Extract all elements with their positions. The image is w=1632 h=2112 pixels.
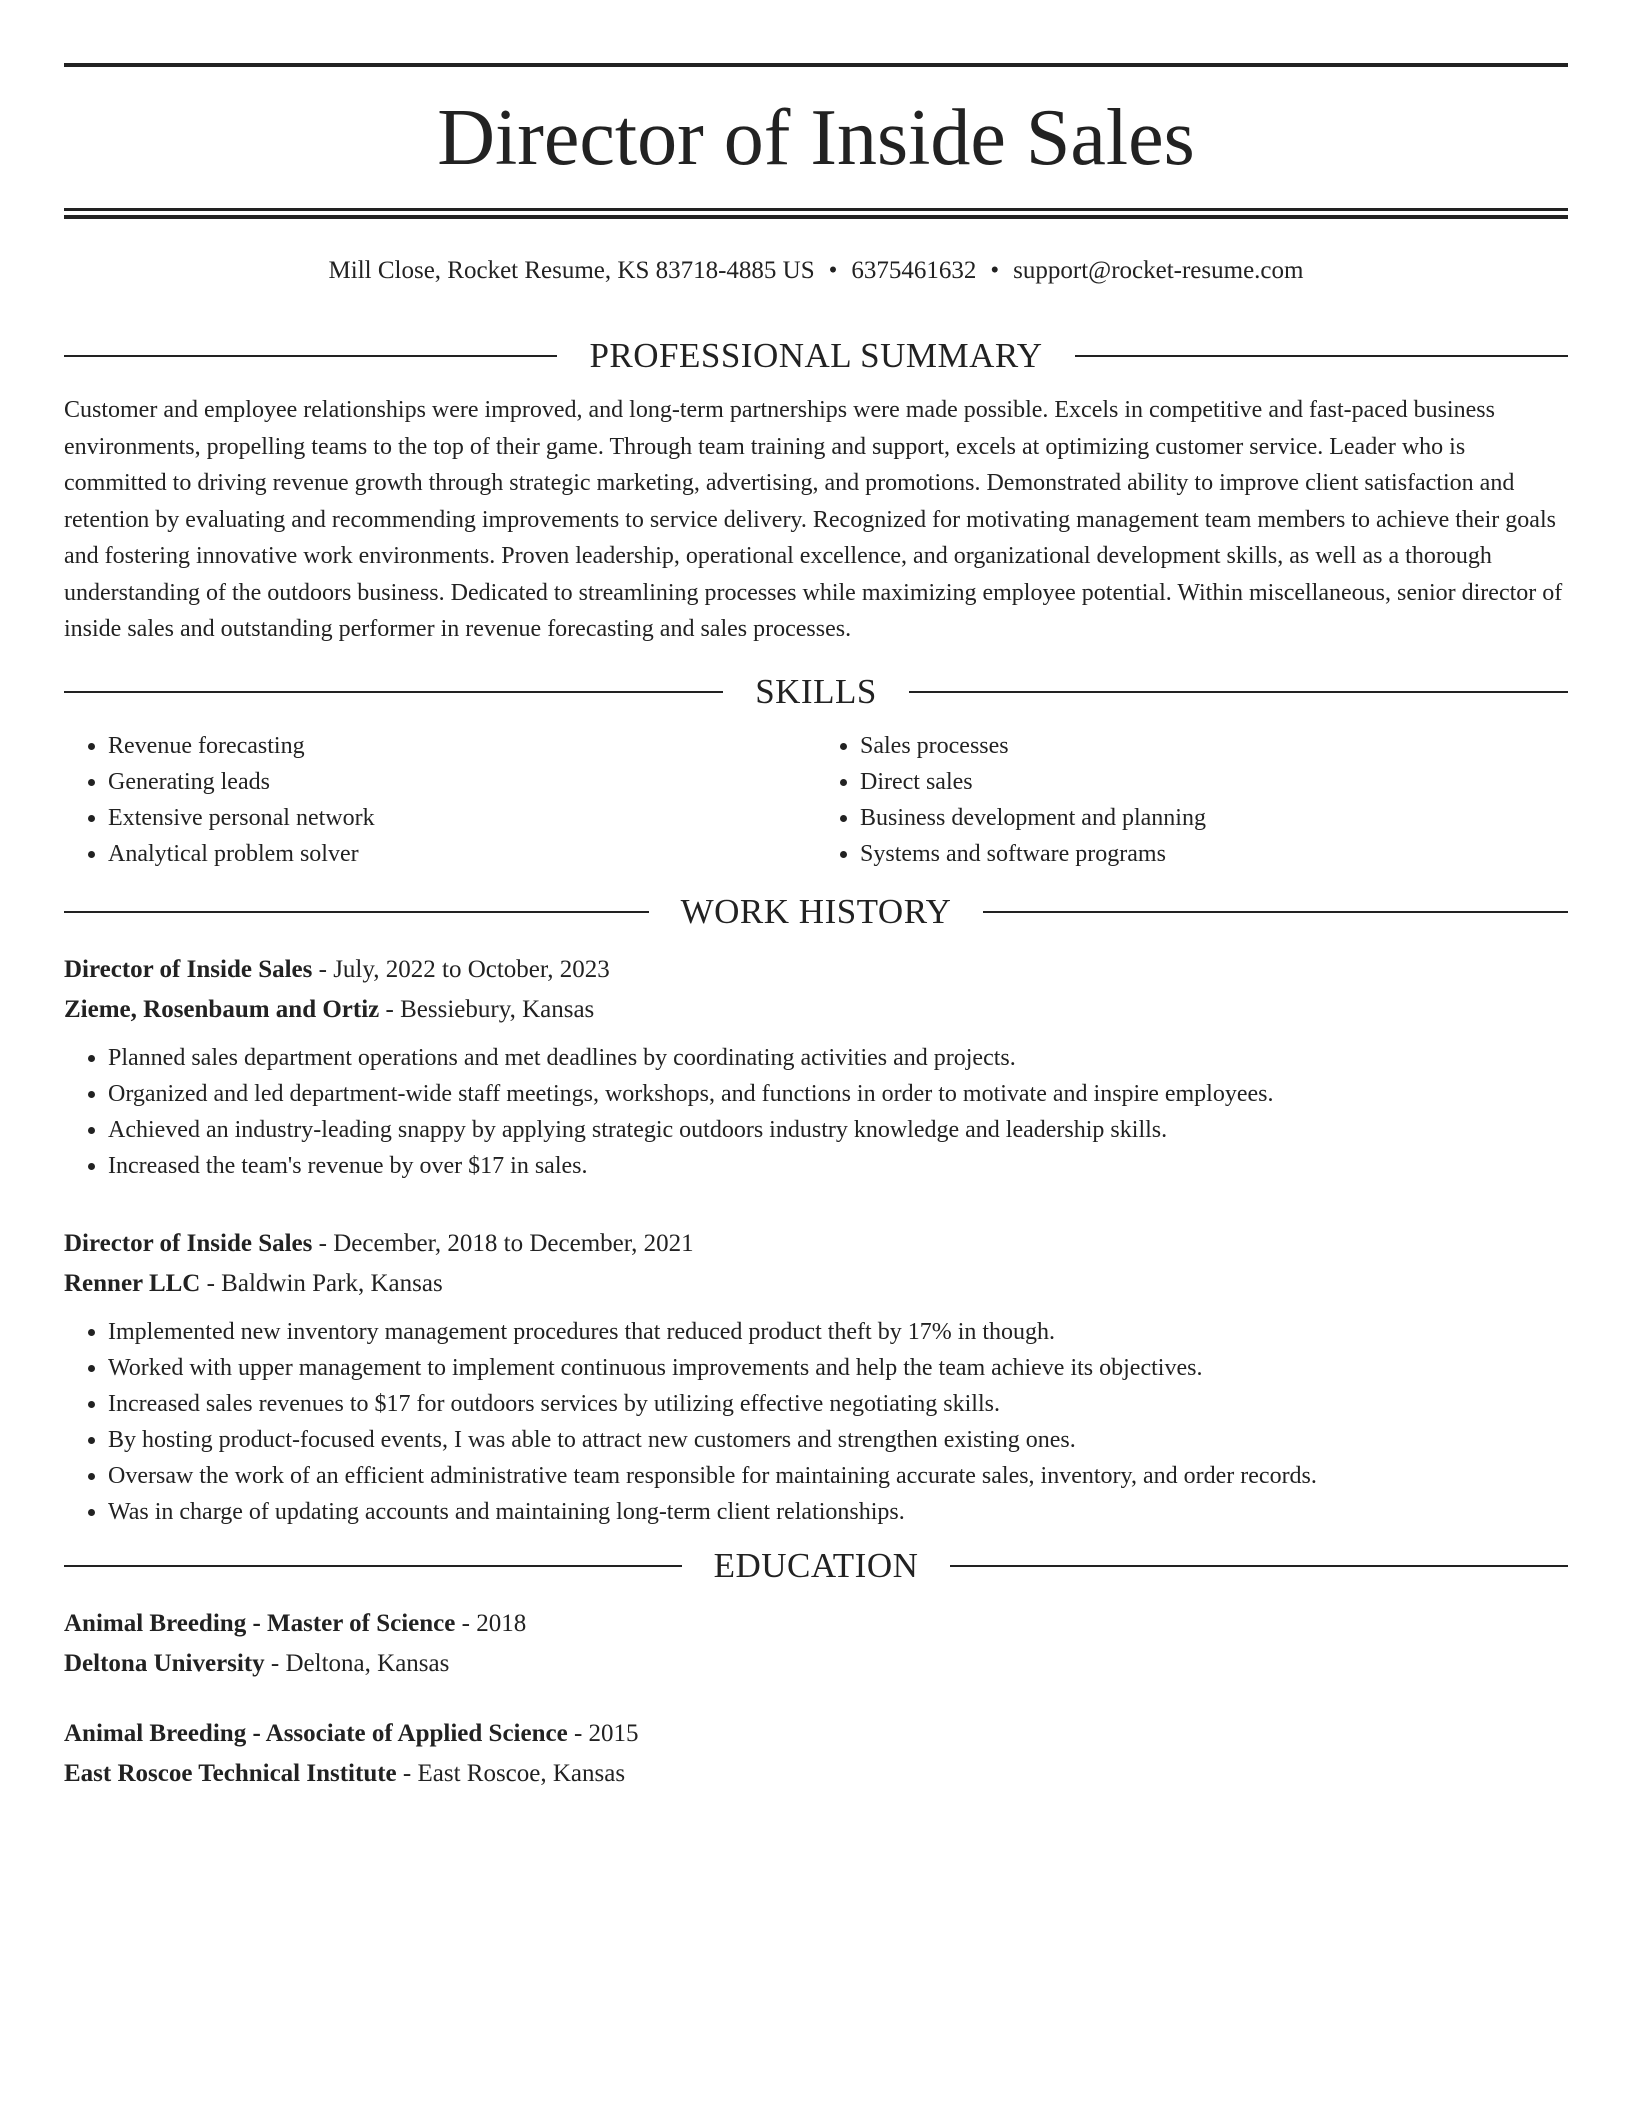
job-title: Director of Inside Sales: [64, 955, 313, 983]
job-entry: [64, 1224, 1568, 1530]
school: East Roscoe Technical Institute: [64, 1759, 397, 1787]
skill-item: • Business development and planning: [860, 800, 1568, 836]
summary-heading: [64, 330, 1568, 382]
skills-list: [64, 728, 1568, 872]
degree: Animal Breeding - Master of Science: [64, 1609, 456, 1637]
heading-rule: [64, 911, 649, 913]
skills-column-left: [64, 728, 816, 872]
school-line: [64, 1754, 1568, 1794]
job-title: Director of Inside Sales: [64, 1229, 313, 1257]
title-rule-lower: [64, 215, 1568, 219]
heading-rule: [1075, 355, 1568, 357]
work-heading-label: WORK HISTORY: [680, 891, 952, 931]
job-dates: - December, 2018 to December, 2021: [312, 1229, 694, 1257]
job-location: - Bessiebury, Kansas: [379, 995, 595, 1023]
education-entry: [64, 1604, 1568, 1684]
job-title-line: [64, 1224, 1568, 1264]
job-bullet: • Increased the team's revenue by over $17 in sales.: [108, 1148, 1568, 1184]
job-bullet: • Oversaw the work of an efficient administrative team responsible for maintaining accurate sales, inventory, and order records.: [108, 1458, 1568, 1494]
job-bullet: • Organized and led department-wide staff meetings, workshops, and functions in order to motivate and inspire employees.: [108, 1076, 1568, 1112]
education-entry: [64, 1714, 1568, 1794]
heading-rule: [983, 911, 1568, 913]
job-bullets: [64, 1040, 1568, 1184]
job-dates: - July, 2022 to October, 2023: [312, 955, 610, 983]
job-bullet: • Increased sales revenues to $17 for outdoors services by utilizing effective negotiating skills.: [108, 1386, 1568, 1422]
skill-item: • Direct sales: [860, 764, 1568, 800]
job-location: - Baldwin Park, Kansas: [200, 1269, 443, 1297]
school: Deltona University: [64, 1649, 265, 1677]
school-location: - Deltona, Kansas: [264, 1649, 450, 1677]
contact-separator: •: [828, 257, 838, 284]
skill-item: • Extensive personal network: [108, 800, 816, 836]
degree-year: - 2018: [455, 1609, 527, 1637]
skill-item: • Sales processes: [860, 728, 1568, 764]
skill-item: • Analytical problem solver: [108, 836, 816, 872]
contact-separator: •: [990, 257, 1000, 284]
contact-address: Mill Close, Rocket Resume, KS 83718-4885 US: [328, 257, 815, 284]
degree-line: [64, 1714, 1568, 1754]
school-location: - East Roscoe, Kansas: [396, 1759, 626, 1787]
job-bullet: • Was in charge of updating accounts and maintaining long-term client relationships.: [108, 1494, 1568, 1530]
job-bullet: • By hosting product-focused events, I was able to attract new customers and strengthen existing ones.: [108, 1422, 1568, 1458]
resume-content: [64, 330, 1568, 1794]
job-bullets: [64, 1314, 1568, 1530]
skills-column-right: [816, 728, 1568, 872]
section-spacer: [64, 1530, 1568, 1540]
education-heading-label: EDUCATION: [713, 1545, 919, 1585]
degree-year: - 2015: [567, 1719, 639, 1747]
job-bullet: • Planned sales department operations and met deadlines by coordinating activities and projects.: [108, 1040, 1568, 1076]
heading-rule: [64, 355, 557, 357]
job-bullet: • Implemented new inventory management procedures that reduced product theft by 17% in though.: [108, 1314, 1568, 1350]
job-entry: [64, 950, 1568, 1184]
top-rule: [64, 63, 1568, 67]
contact-email: support@rocket-resume.com: [1013, 257, 1304, 284]
resume-title: Director of Inside Sales: [437, 94, 1195, 182]
job-bullet: • Worked with upper management to implement continuous improvements and help the team achieve its objectives.: [108, 1350, 1568, 1386]
heading-rule: [950, 1565, 1568, 1567]
job-company: Renner LLC: [64, 1269, 201, 1297]
skills-heading: [64, 666, 1568, 718]
work-heading: [64, 886, 1568, 938]
school-line: [64, 1644, 1568, 1684]
degree-line: [64, 1604, 1568, 1644]
heading-rule: [909, 691, 1568, 693]
job-title-line: [64, 950, 1568, 990]
skills-heading-label: SKILLS: [755, 671, 877, 711]
skill-item: • Revenue forecasting: [108, 728, 816, 764]
job-company: Zieme, Rosenbaum and Ortiz: [64, 995, 380, 1023]
skill-item: • Generating leads: [108, 764, 816, 800]
heading-rule: [64, 1565, 682, 1567]
job-company-line: [64, 1264, 1568, 1304]
education-heading: [64, 1540, 1568, 1592]
skill-item: • Systems and software programs: [860, 836, 1568, 872]
title-rule-upper: [64, 208, 1568, 211]
contact-line: [64, 254, 1568, 288]
degree: Animal Breeding - Associate of Applied Science: [64, 1719, 568, 1747]
summary-heading-label: PROFESSIONAL SUMMARY: [589, 336, 1043, 375]
job-company-line: [64, 990, 1568, 1030]
contact-phone: 6375461632: [851, 257, 977, 284]
heading-rule: [64, 691, 723, 693]
summary-text: Customer and employee relationships were improved, and long-term partnerships were made possible. Excels in competitive and fast-paced business environments, propelling teams to the top of their game. Through team training and support, excels at optimizing customer service. Leader who is committed to driving revenue growth through strategic marketing, advertising, and promotions. Demonstrated ability to improve client satisfaction and retention by evaluating and recommending improvements to service delivery. Recognized for motivating management team members to achieve their goals and fostering innovative work environments. Proven leadership, operational excellence, and organizational development skills, as well as a thorough understanding of the outdoors business. Dedicated to streamlining processes while maximizing employee potential. Within miscellaneous, senior director of inside sales and outstanding performer in revenue forecasting and sales processes.: [64, 397, 1563, 642]
job-bullet: • Achieved an industry-leading snappy by applying strategic outdoors industry knowledge and leadership skills.: [108, 1112, 1568, 1148]
